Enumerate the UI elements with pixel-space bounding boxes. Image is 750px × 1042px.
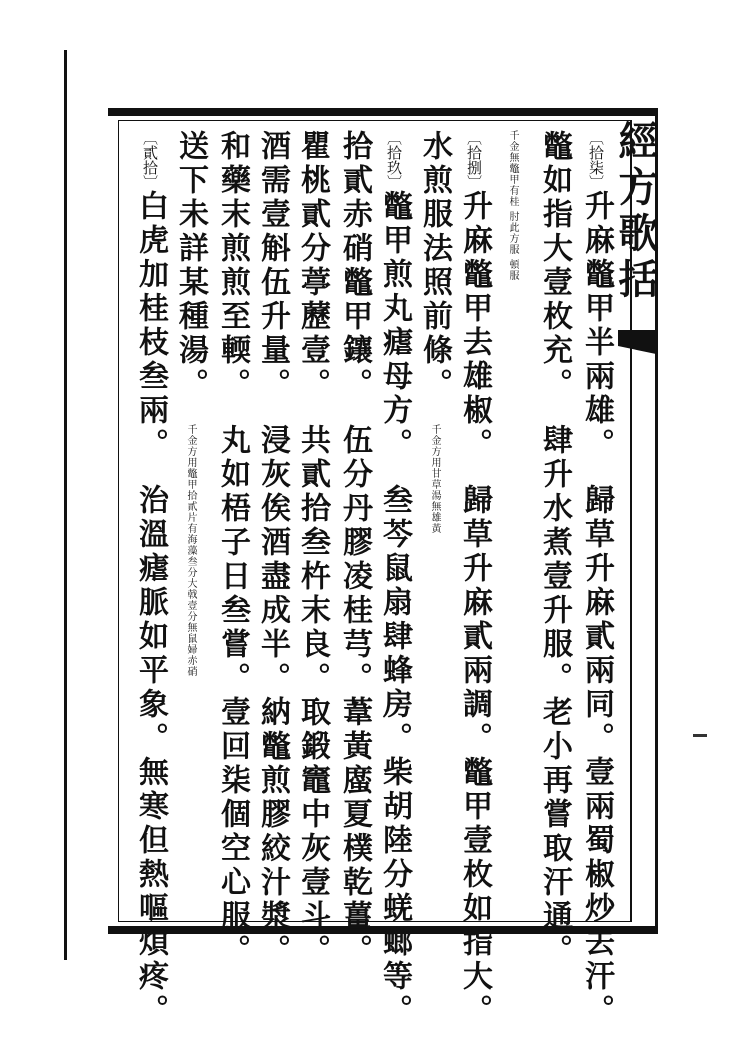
verse-line: 拾貳赤硝鼈甲鑲。	[337, 130, 372, 402]
verse-line: 升麻鼈甲去雄椒。	[457, 190, 492, 462]
annotation-note: 千金無鼈甲有桂 肘此方服 頓服	[507, 130, 518, 282]
verse-line: 肆升水煮壹升服。老小再嘗取汗通。	[537, 424, 572, 968]
verse-line: 歸草升麻貳兩調。鼈甲壹枚如指大。	[457, 484, 492, 1028]
title-ink-mark	[618, 330, 656, 346]
section-number: 〔貳拾〕	[141, 130, 159, 190]
verse-line: 水煎服法照前條。	[417, 130, 452, 402]
text-column	[128, 130, 172, 1028]
text-column	[250, 130, 294, 968]
annotation-note: 千金方用鼈甲拾貳片有海藻叁分大戟壹分無鼠婦赤硝	[185, 424, 196, 677]
verse-line: 升麻鼈甲半兩雄。	[579, 190, 614, 462]
text-column	[210, 130, 254, 968]
verse-line: 共貳拾叁杵末良。取鍛竈中灰壹斗。	[295, 424, 330, 968]
verse-line: 治溫瘧脈如平象。無寒但熱嘔煩疼。	[133, 484, 168, 1028]
text-column	[372, 130, 416, 1028]
verse-line: 叁芩鼠扇肆蜂房。柴胡陸分蜣螂等。	[377, 484, 412, 1028]
section-number: 〔拾玖〕	[385, 130, 403, 190]
text-column	[412, 130, 456, 920]
verse-line: 送下未詳某種湯。	[173, 130, 208, 402]
section-number: 〔拾捌〕	[465, 130, 483, 190]
verse-line: 鼈甲煎丸瘧母方。	[377, 190, 412, 462]
verse-line: 和藥末煎煎至輭。	[215, 130, 250, 402]
section-number: 〔拾柒〕	[587, 130, 605, 190]
text-column	[168, 130, 212, 920]
text-column	[332, 130, 376, 968]
text-column	[290, 130, 334, 968]
text-column	[574, 130, 618, 1028]
verse-line: 瞿桃貳分葶藶壹。	[295, 130, 330, 402]
verse-line: 鼈如指大壹枚充。	[537, 130, 572, 402]
verse-line: 酒需壹斛伍升量。	[255, 130, 290, 402]
verse-line: 伍分丹膠凌桂芎。葦黃䗪夏樸乾薑。	[337, 424, 372, 968]
text-column	[532, 130, 576, 968]
text-column	[452, 130, 496, 1028]
annotation-note: 千金方用甘草湯無雄黃	[429, 424, 440, 534]
page-edge-line	[64, 50, 67, 960]
verse-line: 丸如梧子日叁嘗。壹回柒個空心服。	[215, 424, 250, 968]
verse-line: 白虎加桂枝叁兩。	[133, 190, 168, 462]
margin-dash	[693, 734, 707, 737]
verse-line: 歸草升麻貳兩同。壹兩蜀椒炒去汗。	[579, 484, 614, 1028]
verse-line: 浸灰俟酒盡成半。納鼈煎膠絞汁漿。	[255, 424, 290, 968]
text-column	[490, 130, 534, 920]
page-title: 經方歌括	[612, 120, 659, 304]
